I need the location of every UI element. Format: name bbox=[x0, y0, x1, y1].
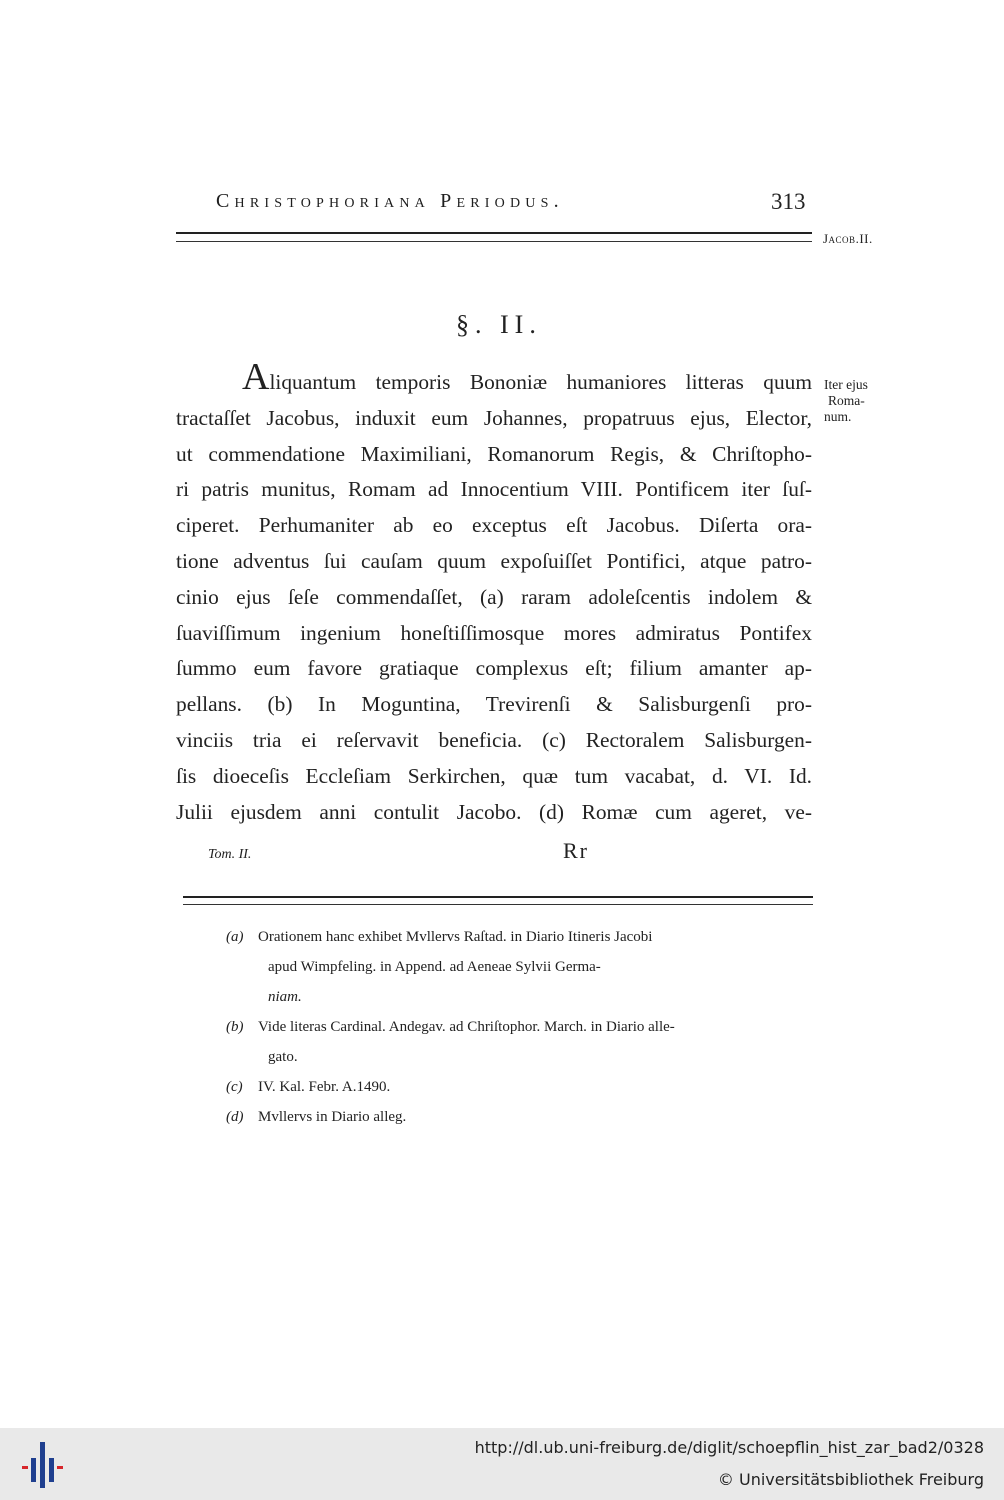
body-line: tione adventus ſui cauſam quum expoſuiſſet Pontifici, atque patro- bbox=[176, 548, 812, 573]
gathering-signature: Rr bbox=[563, 838, 589, 863]
footnote-line: gato. bbox=[268, 1049, 298, 1065]
running-title: Christophoriana Periodus. bbox=[216, 190, 564, 212]
footnote-line: apud Wimpfeling. in Append. ad Aeneae Sylvii Germa- bbox=[268, 959, 601, 975]
footnote bbox=[224, 922, 820, 1012]
margin-note: Iter ejus Roma- num. bbox=[824, 377, 868, 424]
drop-cap: A bbox=[242, 356, 270, 398]
footnote-line: Orationem hanc exhibet Mvllervs Raſtad. in Diario Itineris Jacobi bbox=[258, 929, 653, 945]
footnote-mark: (b) bbox=[226, 1019, 244, 1035]
footnote-line: niam. bbox=[268, 989, 302, 1005]
body-text bbox=[176, 356, 812, 830]
footnote-mark: (a) bbox=[226, 929, 244, 945]
body-line: Aliquantum temporis Bononiæ humaniores litteras quum bbox=[242, 356, 812, 398]
running-head bbox=[216, 190, 816, 220]
footnote-mark: (c) bbox=[226, 1079, 243, 1095]
volume-signature: Tom. II. bbox=[208, 847, 252, 862]
margin-ruler-label: Jacob.II. bbox=[823, 231, 873, 246]
section-heading: §. II. bbox=[456, 310, 542, 339]
body-line: tractaſſet Jacobus, induxit eum Johannes, propatruus ejus, Elector, bbox=[176, 405, 812, 430]
permalink-url[interactable]: http://dl.ub.uni-freiburg.de/diglit/schoepflin_hist_zar_bad2/0328 bbox=[474, 1438, 984, 1457]
footnote-mark: (d) bbox=[226, 1109, 244, 1125]
footnote-line: IV. Kal. Febr. A.1490. bbox=[258, 1079, 391, 1095]
body-line: cinio ejus ſeſe commendaſſet, (a) raram adoleſcentis indolem & bbox=[176, 584, 812, 609]
page-number: 313 bbox=[771, 189, 806, 214]
footnote bbox=[224, 1102, 820, 1132]
body-line: vinciis tria ei reſervavit beneficia. (c) Rectoralem Salisburgen- bbox=[176, 727, 812, 752]
library-logo-icon bbox=[22, 1440, 66, 1490]
header-rule bbox=[176, 232, 812, 242]
footnotes bbox=[224, 922, 820, 1132]
body-line: ciperet. Perhumaniter ab eo exceptus eſt Jacobus. Diſerta ora- bbox=[176, 513, 812, 538]
body-line: ſis dioeceſis Eccleſiam Serkirchen, quæ tum vacabat, d. VI. Id. bbox=[176, 763, 812, 788]
body-line: Julii ejusdem anni contulit Jacobo. (d) Romæ cum ageret, ve- bbox=[176, 799, 812, 824]
copyright-notice: © Universitätsbibliothek Freiburg bbox=[717, 1470, 984, 1489]
body-line: ſuaviſſimum ingenium honeſtiſſimosque mores admiratus Pontifex bbox=[176, 620, 812, 645]
body-line: ut commendatione Maximiliani, Romanorum Regis, & Chriſtopho- bbox=[176, 441, 812, 466]
body-line: pellans. (b) In Moguntina, Trevirenſi & Salisburgenſi pro- bbox=[176, 692, 812, 717]
body-line: ſummo eum favore gratiaque complexus eſt; filium amanter ap- bbox=[176, 656, 812, 681]
footnote-line: Vide literas Cardinal. Andegav. ad Chriſtophor. March. in Diario alle- bbox=[258, 1019, 675, 1035]
footnote-line: Mvllervs in Diario alleg. bbox=[258, 1109, 407, 1125]
body-line: ri patris munitus, Romam ad Innocentium VIII. Pontificem iter ſuſ- bbox=[176, 477, 812, 502]
footnote bbox=[224, 1072, 820, 1102]
footnote-rule bbox=[183, 896, 813, 905]
footnote bbox=[224, 1012, 820, 1072]
